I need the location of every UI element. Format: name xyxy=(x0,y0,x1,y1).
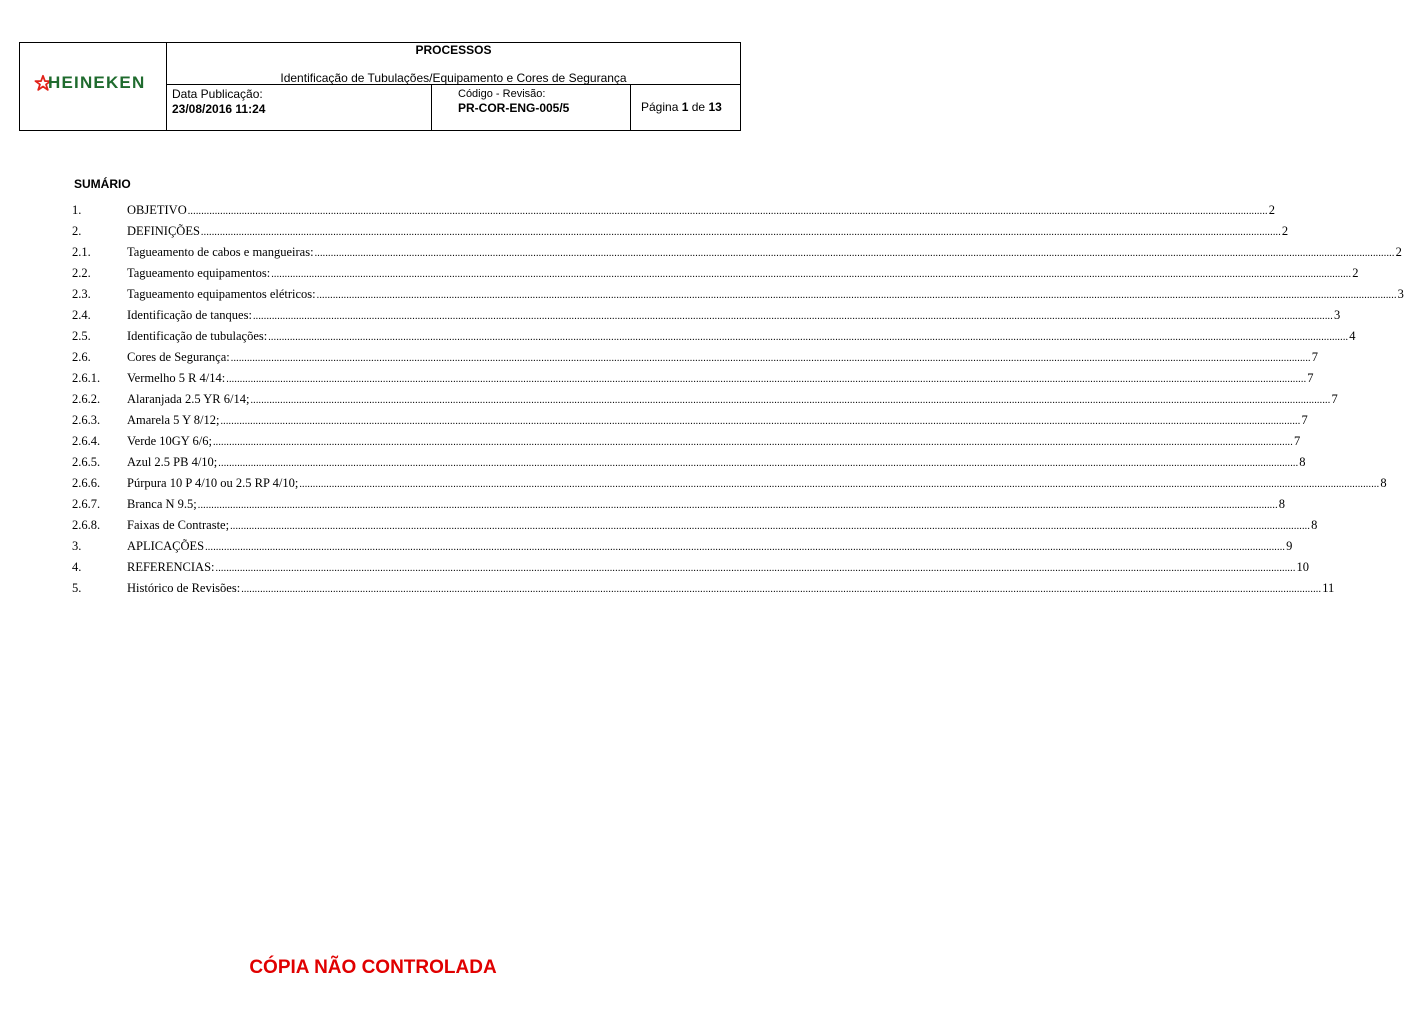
toc-dot-leader: ................................................................................................................................................................................................................................................................................................................................................................................................................ xyxy=(230,353,1311,364)
toc-entry[interactable] xyxy=(72,203,1275,224)
toc-entry[interactable] xyxy=(72,308,1341,329)
table-of-contents xyxy=(72,203,1404,602)
toc-entry[interactable] xyxy=(72,455,1306,476)
toc-entry-body xyxy=(127,413,1308,428)
toc-entry-label: Tagueamento equipamentos elétricos: xyxy=(127,287,316,301)
toc-dot-leader: ................................................................................................................................................................................................................................................................................................................................................................................................................ xyxy=(316,290,1397,301)
toc-entry[interactable] xyxy=(72,434,1301,455)
toc-entry-label: Tagueamento de cabos e mangueiras: xyxy=(127,245,314,259)
toc-entry[interactable] xyxy=(72,245,1402,266)
toc-dot-leader: ................................................................................................................................................................................................................................................................................................................................................................................................................ xyxy=(220,416,1301,427)
toc-entry-label: Histórico de Revisões: xyxy=(127,581,241,595)
toc-entry[interactable] xyxy=(72,539,1293,560)
toc-entry[interactable] xyxy=(72,518,1318,539)
toc-entry-page: 2 xyxy=(1395,245,1402,259)
logo-text: HEINEKEN xyxy=(48,73,146,92)
toc-entry[interactable] xyxy=(72,224,1289,245)
toc-entry-label: Alaranjada 2.5 YR 6/14; xyxy=(127,392,250,406)
toc-entry-body xyxy=(127,560,1309,575)
toc-entry-page: 7 xyxy=(1293,434,1301,448)
toc-entry-label: Cores de Segurança: xyxy=(127,350,230,364)
toc-entry[interactable] xyxy=(72,476,1387,497)
toc-entry[interactable] xyxy=(72,350,1318,371)
toc-entry-label: Identificação de tubulações: xyxy=(127,329,268,343)
toc-entry-number: 2.3. xyxy=(72,287,91,301)
toc-dot-leader: ................................................................................................................................................................................................................................................................................................................................................................................................................ xyxy=(299,479,1380,490)
toc-entry-body xyxy=(127,455,1306,470)
toc-entry-body xyxy=(127,245,1402,260)
toc-entry-number: 2.4. xyxy=(72,308,91,322)
toc-entry-label: REFERENCIAS: xyxy=(127,560,215,574)
toc-entry-label: Identificação de tanques: xyxy=(127,308,252,322)
toc-dot-leader: ................................................................................................................................................................................................................................................................................................................................................................................................................ xyxy=(187,206,1268,217)
code-label: Código - Revisão: xyxy=(458,88,546,100)
toc-entry-number: 2.6.1. xyxy=(72,371,101,385)
toc-entry-number: 2.6.7. xyxy=(72,497,101,511)
toc-entry-number: 1. xyxy=(72,203,82,217)
toc-entry-number: 2.6.2. xyxy=(72,392,101,406)
toc-dot-leader: ................................................................................................................................................................................................................................................................................................................................................................................................................ xyxy=(271,269,1352,280)
toc-entry-page: 8 xyxy=(1311,518,1318,532)
document-subtitle: Identificação de Tubulações/Equipamento e Cores de Segurança xyxy=(280,71,627,85)
toc-entry-body xyxy=(127,434,1300,449)
toc-entry-page: 2 xyxy=(1281,224,1289,238)
toc-entry-number: 2. xyxy=(72,224,82,238)
toc-entry-number: 2.2. xyxy=(72,266,91,280)
date-value: 23/08/2016 11:24 xyxy=(172,102,266,116)
toc-entry-label: Branca N 9.5; xyxy=(127,497,197,511)
toc-dot-leader: ................................................................................................................................................................................................................................................................................................................................................................................................................ xyxy=(241,584,1322,595)
toc-dot-leader: ................................................................................................................................................................................................................................................................................................................................................................................................................ xyxy=(252,311,1333,322)
toc-entry-page: 3 xyxy=(1333,308,1341,322)
toc-entry-number: 2.6.3. xyxy=(72,413,101,427)
toc-entry-page: 4 xyxy=(1349,329,1356,343)
toc-entry-page: 8 xyxy=(1278,497,1286,511)
toc-entry-page: 10 xyxy=(1296,560,1310,574)
toc-entry-number: 2.6. xyxy=(72,350,91,364)
toc-dot-leader: ................................................................................................................................................................................................................................................................................................................................................................................................................ xyxy=(218,458,1299,469)
page-current: 1 xyxy=(681,100,689,114)
toc-entry-number: 2.6.4. xyxy=(72,434,101,448)
toc-entry-number: 2.6.6. xyxy=(72,476,101,490)
toc-entry-label: Verde 10GY 6/6; xyxy=(127,434,212,448)
toc-entry-page: 7 xyxy=(1311,350,1318,364)
page-cell xyxy=(631,85,741,130)
page-total: 13 xyxy=(708,100,722,114)
toc-entry-label: Vermelho 5 R 4/14: xyxy=(127,371,226,385)
page-indicator xyxy=(641,100,722,114)
code-cell xyxy=(432,85,631,130)
toc-entry-number: 2.1. xyxy=(72,245,91,259)
title-cell xyxy=(166,43,741,85)
toc-entry-label: Tagueamento equipamentos: xyxy=(127,266,271,280)
toc-dot-leader: ................................................................................................................................................................................................................................................................................................................................................................................................................ xyxy=(200,227,1281,238)
toc-dot-leader: ................................................................................................................................................................................................................................................................................................................................................................................................................ xyxy=(226,374,1307,385)
toc-entry-body xyxy=(127,392,1338,407)
toc-dot-leader: ................................................................................................................................................................................................................................................................................................................................................................................................................ xyxy=(268,332,1349,343)
toc-entry-label: OBJETIVO xyxy=(127,203,187,217)
toc-entry-body xyxy=(127,476,1387,491)
toc-entry[interactable] xyxy=(72,287,1404,308)
toc-entry-page: 7 xyxy=(1331,392,1338,406)
toc-entry-page: 7 xyxy=(1307,371,1314,385)
toc-dot-leader: ................................................................................................................................................................................................................................................................................................................................................................................................................ xyxy=(205,542,1286,553)
toc-entry-body xyxy=(127,581,1334,596)
toc-entry-page: 2 xyxy=(1352,266,1359,280)
toc-dot-leader: ................................................................................................................................................................................................................................................................................................................................................................................................................ xyxy=(212,437,1293,448)
heineken-logo xyxy=(35,73,145,93)
toc-entry-body xyxy=(127,329,1355,344)
toc-entry-body xyxy=(127,350,1318,365)
toc-entry-body xyxy=(127,497,1285,512)
toc-entry-label: Faixas de Contraste; xyxy=(127,518,230,532)
toc-entry-label: APLICAÇÕES xyxy=(127,539,205,553)
date-label: Data Publicação: xyxy=(172,87,263,101)
toc-entry-page: 8 xyxy=(1299,455,1306,469)
toc-entry-body xyxy=(127,203,1275,218)
toc-entry-body xyxy=(127,224,1288,239)
toc-entry-number: 4. xyxy=(72,560,82,574)
toc-entry[interactable] xyxy=(72,266,1359,287)
document-title: PROCESSOS xyxy=(415,43,492,57)
toc-dot-leader: ................................................................................................................................................................................................................................................................................................................................................................................................................ xyxy=(314,248,1395,259)
toc-entry-number: 2.6.8. xyxy=(72,518,101,532)
toc-entry[interactable] xyxy=(72,329,1356,350)
toc-entry-page: 8 xyxy=(1380,476,1387,490)
toc-entry-body xyxy=(127,266,1358,281)
toc-entry-page: 3 xyxy=(1397,287,1404,301)
toc-dot-leader: ................................................................................................................................................................................................................................................................................................................................................................................................................ xyxy=(250,395,1331,406)
toc-entry[interactable] xyxy=(72,497,1286,518)
toc-entry-body xyxy=(127,518,1317,533)
toc-dot-leader: ................................................................................................................................................................................................................................................................................................................................................................................................................ xyxy=(230,521,1311,532)
toc-entry-number: 2.5. xyxy=(72,329,91,343)
toc-entry[interactable] xyxy=(72,371,1314,392)
page-of: de xyxy=(691,100,706,114)
date-cell xyxy=(166,85,432,130)
toc-dot-leader: ................................................................................................................................................................................................................................................................................................................................................................................................................ xyxy=(215,563,1296,574)
toc-heading: SUMÁRIO xyxy=(74,177,131,191)
code-value: PR-COR-ENG-005/5 xyxy=(458,101,570,115)
toc-entry-page: 7 xyxy=(1301,413,1308,427)
toc-entry-body xyxy=(127,371,1314,386)
toc-entry-number: 5. xyxy=(72,581,82,595)
toc-entry-number: 2.6.5. xyxy=(72,455,101,469)
toc-entry-page: 11 xyxy=(1322,581,1335,595)
toc-entry-label: Amarela 5 Y 8/12; xyxy=(127,413,220,427)
toc-entry[interactable] xyxy=(72,560,1310,581)
toc-entry[interactable] xyxy=(72,413,1308,434)
document-header xyxy=(19,42,741,131)
logo-cell xyxy=(20,43,167,130)
toc-entry[interactable] xyxy=(72,581,1335,602)
toc-entry[interactable] xyxy=(72,392,1338,413)
toc-entry-body xyxy=(127,287,1404,302)
toc-entry-label: DEFINIÇÕES xyxy=(127,224,200,238)
toc-entry-body xyxy=(127,308,1340,323)
uncontrolled-copy-notice: CÓPIA NÃO CONTROLADA xyxy=(249,957,497,978)
toc-entry-label: Púrpura 10 P 4/10 ou 2.5 RP 4/10; xyxy=(127,476,299,490)
toc-entry-page: 9 xyxy=(1286,539,1293,553)
toc-entry-label: Azul 2.5 PB 4/10; xyxy=(127,455,218,469)
toc-entry-body xyxy=(127,539,1292,554)
toc-dot-leader: ................................................................................................................................................................................................................................................................................................................................................................................................................ xyxy=(197,500,1278,511)
toc-entry-number: 3. xyxy=(72,539,82,553)
page-prefix: Página xyxy=(641,100,679,114)
toc-entry-page: 2 xyxy=(1268,203,1275,217)
